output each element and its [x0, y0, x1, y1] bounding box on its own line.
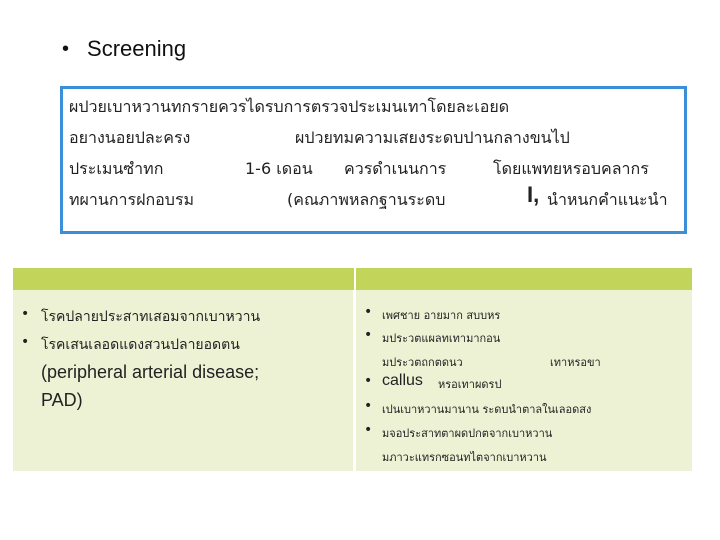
english-term: PAD): [41, 390, 83, 410]
intro-text-box: [60, 86, 687, 234]
list-item-text: callus: [382, 372, 423, 389]
bullet: •: [364, 373, 373, 389]
column-divider: [354, 268, 356, 290]
intro-line-1: [69, 95, 678, 126]
list-item-continuation: เทาหรอขา: [550, 356, 601, 369]
intro-text: 1-6 เดอน: [245, 159, 313, 178]
left-column: [13, 290, 353, 471]
list-item-text: มจอประสาทตาผดปกตจากเบาหวาน: [382, 427, 553, 440]
table-header-band: [13, 268, 692, 290]
bullet: •: [364, 398, 373, 414]
intro-text: นำหนกคำแนะนำ: [547, 190, 668, 209]
heading-bullet: •: [62, 37, 70, 60]
list-item-continuation: มประวตถกตดนว: [382, 356, 463, 369]
bullet: •: [364, 304, 373, 320]
bullet: •: [21, 334, 30, 350]
bullet: •: [21, 306, 30, 322]
list-item-text: โรคปลายประสาทเสอมจากเบาหวาน: [41, 309, 261, 325]
intro-line-3: [69, 157, 678, 188]
bullet: •: [364, 327, 373, 343]
heading-title: Screening: [87, 36, 187, 61]
intro-text: (คณภาพหลกฐานระดบ: [287, 190, 446, 209]
intro-text: ผปวยทมความเสยงระดบปานกลางขนไป: [295, 128, 570, 147]
intro-text: อยางนอยปละครง: [69, 128, 191, 147]
intro-text: ควรดำเนนการ: [344, 159, 447, 178]
right-column: [356, 290, 692, 471]
intro-text: ประเมนซำทก: [69, 159, 164, 178]
evidence-level: I,: [527, 182, 540, 207]
intro-text: โดยแพทยหรอบคลากร: [493, 159, 649, 178]
list-item-continuation: มภาวะแทรกซอนทไตจากเบาหวาน: [382, 451, 547, 464]
slide-heading: [62, 36, 186, 62]
screening-table: [13, 268, 692, 471]
intro-text: ทผานการฝกอบรม: [69, 190, 195, 209]
list-item-text: หรอเทาผดรป: [438, 378, 502, 391]
intro-line-4: [69, 182, 678, 219]
english-term: (peripheral arterial disease;: [41, 362, 260, 382]
intro-text: ผปวยเบาหวานทกรายควรไดรบการตรวจประเมนเทาโดยละเอยด: [69, 97, 510, 116]
list-item-text: มประวตแผลทเทามากอน: [382, 332, 501, 345]
intro-line-2: [69, 126, 678, 157]
list-item-text: โรคเสนเลอดแดงสวนปลายอดตน: [41, 337, 240, 353]
list-item-text: เปนเบาหวานมานาน ระดบนำตาลในเลอดสง: [382, 403, 592, 416]
list-item-text: เพศชาย อายมาก สบบหร: [382, 309, 501, 322]
bullet: •: [364, 422, 373, 438]
